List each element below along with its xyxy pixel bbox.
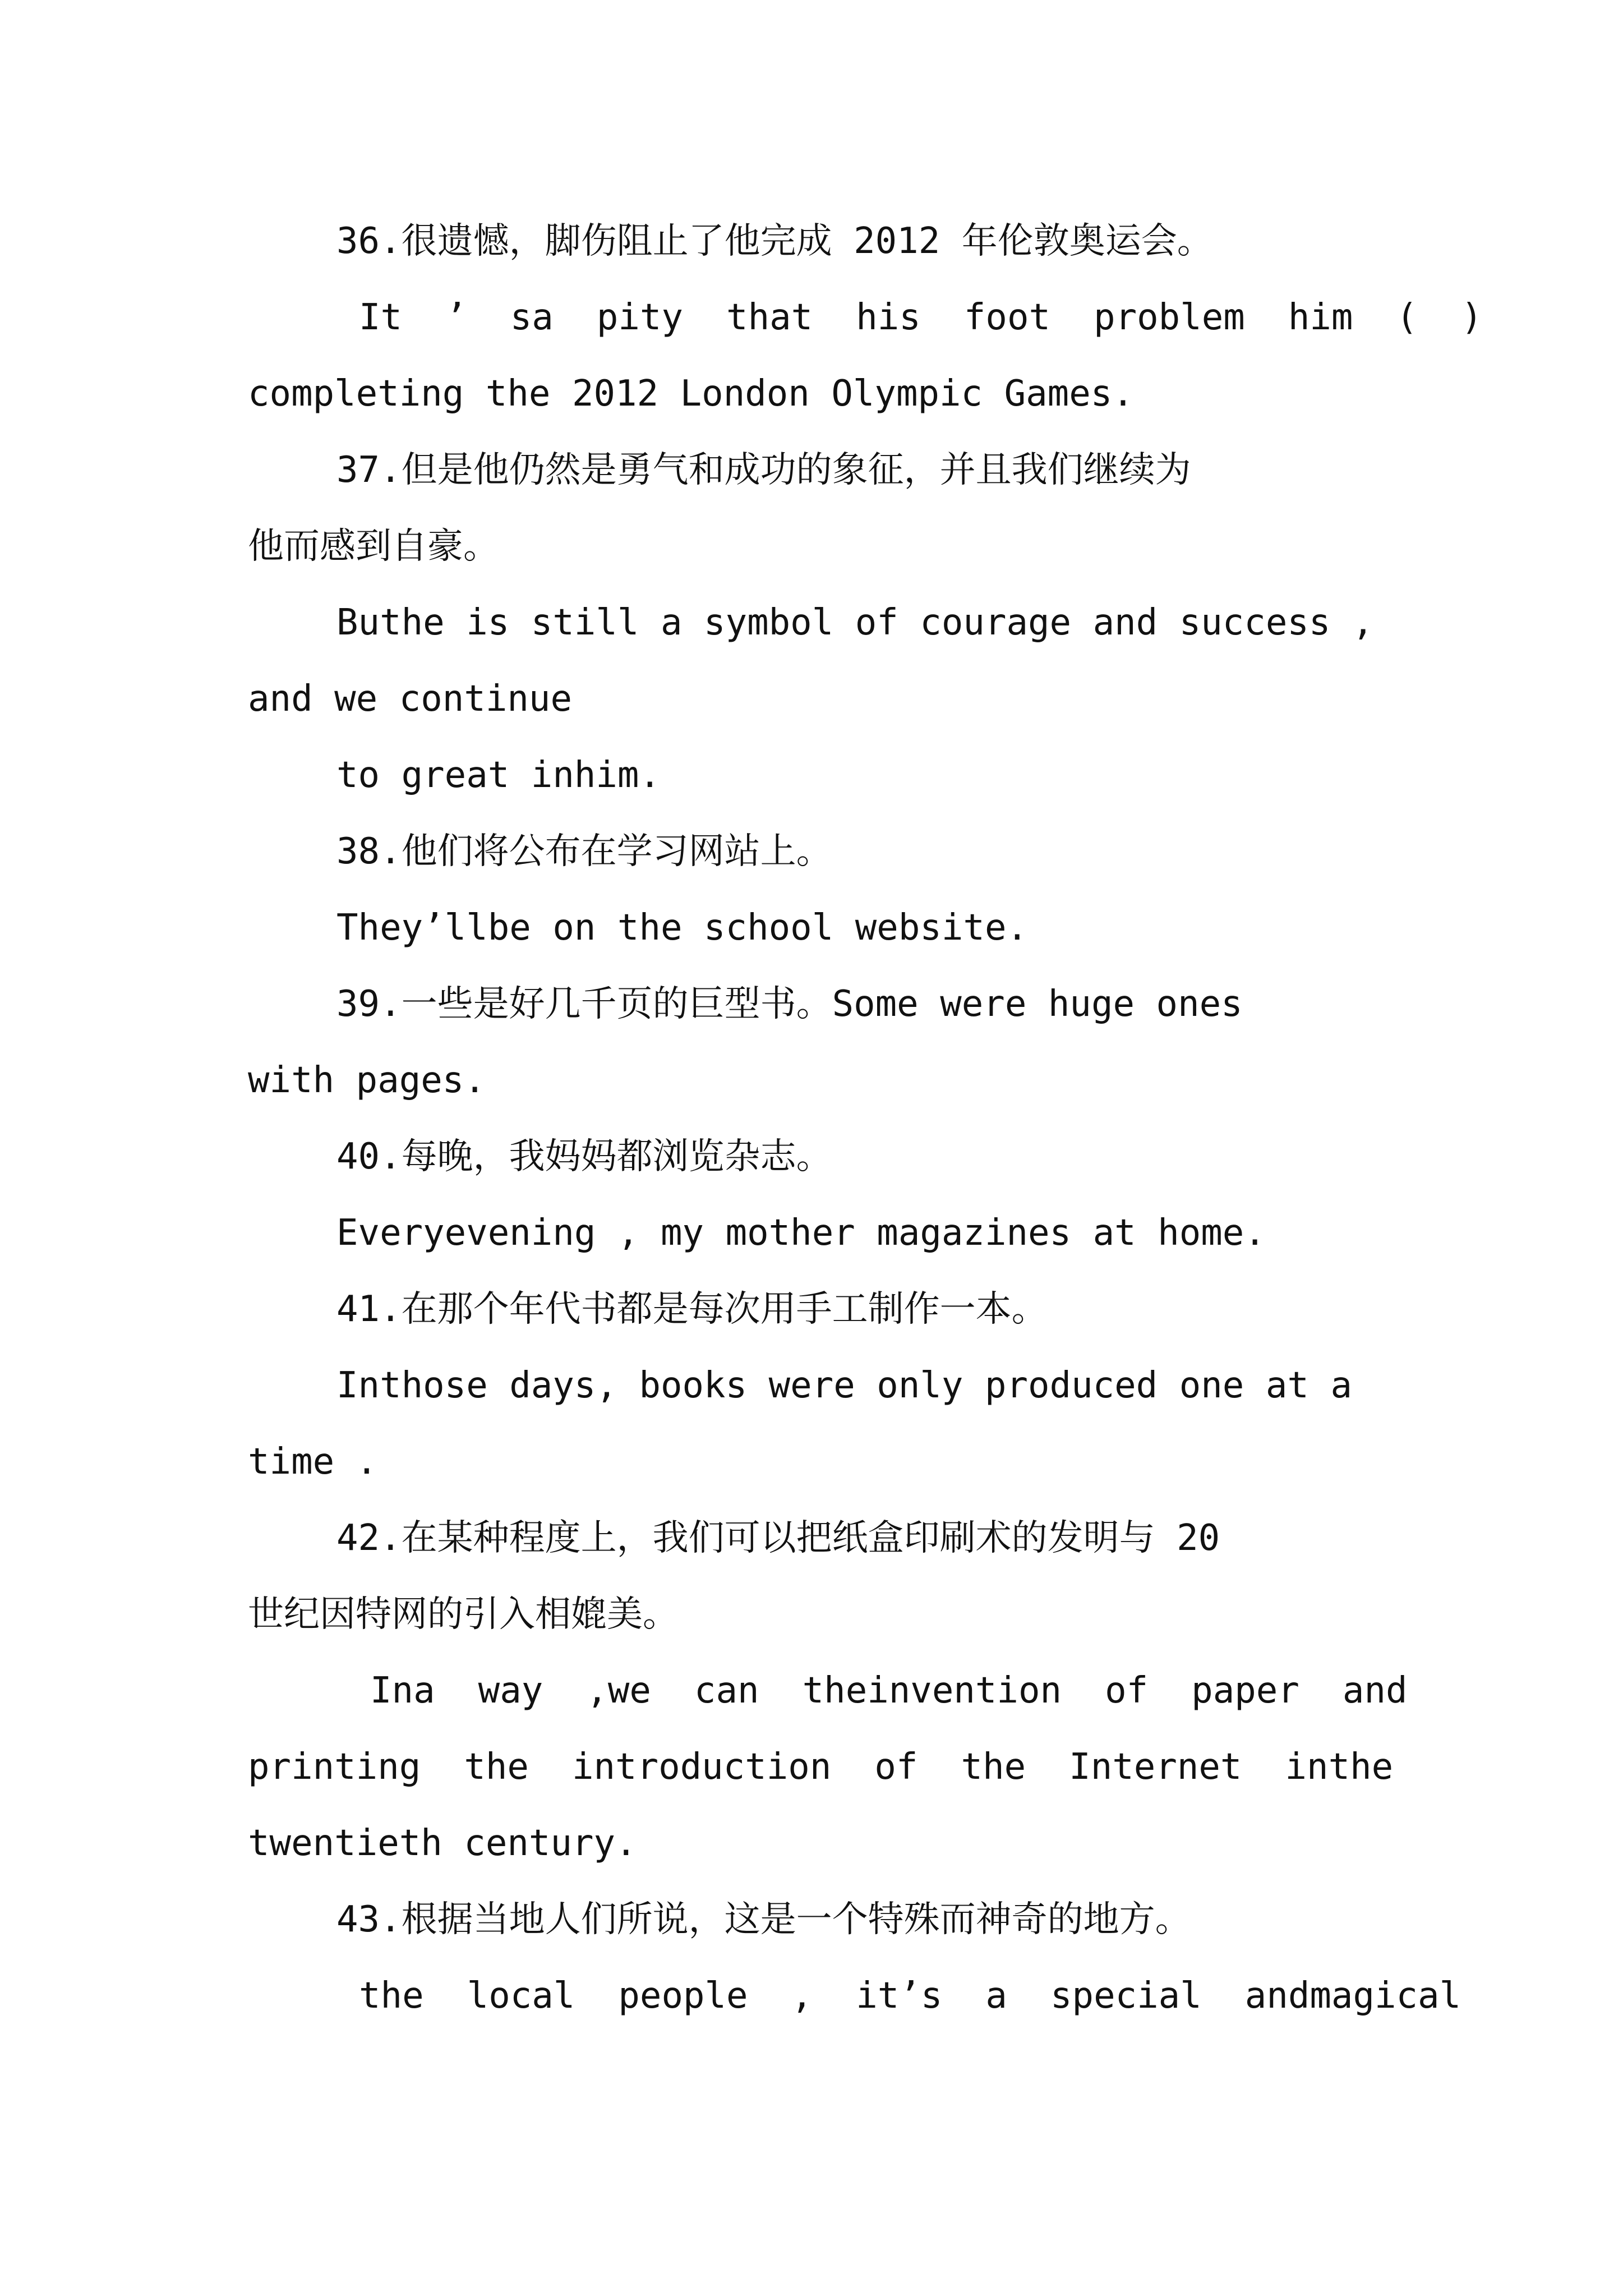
q37-chinese-line1: 37.但是他仍然是勇气和成功的象征，并且我们继续为 <box>336 449 1191 491</box>
q41-chinese: 41.在那个年代书都是每次用手工制作一本。 <box>336 1289 1048 1330</box>
q40-chinese: 40.每晚，我妈妈都浏览杂志。 <box>336 1136 832 1177</box>
q37-english-line2: and we continue <box>248 678 572 720</box>
q42-english-line3: twentieth century. <box>248 1823 637 1864</box>
q37-chinese-line2: 他而感到自豪。 <box>248 526 499 567</box>
q42-english-line1: Ina way ,we can theinvention of paper and <box>370 1670 1408 1711</box>
q42-chinese-line1: 42.在某种程度上，我们可以把纸盒印刷术的发明与 20 <box>336 1517 1220 1559</box>
q42-english-line2: printing the introduction of the Internet inthe <box>248 1746 1394 1788</box>
q36-chinese: 36.很遗憾，脚伤阻止了他完成 2012 年伦敦奥运会。 <box>336 220 1213 262</box>
q36-english-line1: It ’ sa pity that his foot problem him ( ) <box>359 297 1483 338</box>
q38-chinese: 38.他们将公布在学习网站上。 <box>336 831 832 872</box>
q43-english: the local people , it’s a special andmagical <box>359 1975 1461 2017</box>
q38-english: They’llbe on the school website. <box>336 907 1028 949</box>
q42-chinese-line2: 世纪因特网的引入相媲美。 <box>248 1594 679 1635</box>
q37-english-line1: Buthe is still a symbol of courage and success , <box>336 602 1374 643</box>
q41-english-line2: time . <box>248 1441 378 1483</box>
q41-english-line1: Inthose days, books were only produced one at a <box>336 1365 1352 1406</box>
q36-english-line2: completing the 2012 London Olympic Games. <box>248 373 1134 415</box>
q40-english: Everyevening , my mother magazines at home. <box>336 1212 1266 1254</box>
q37-english-line3: to great inhim. <box>336 754 661 796</box>
q43-chinese: 43.根据当地人们所说，这是一个特殊而神奇的地方。 <box>336 1899 1191 1940</box>
q39-english: with pages. <box>248 1060 486 1101</box>
q39-chinese: 39.一些是好几千页的巨型书。Some were huge ones <box>336 983 1243 1025</box>
